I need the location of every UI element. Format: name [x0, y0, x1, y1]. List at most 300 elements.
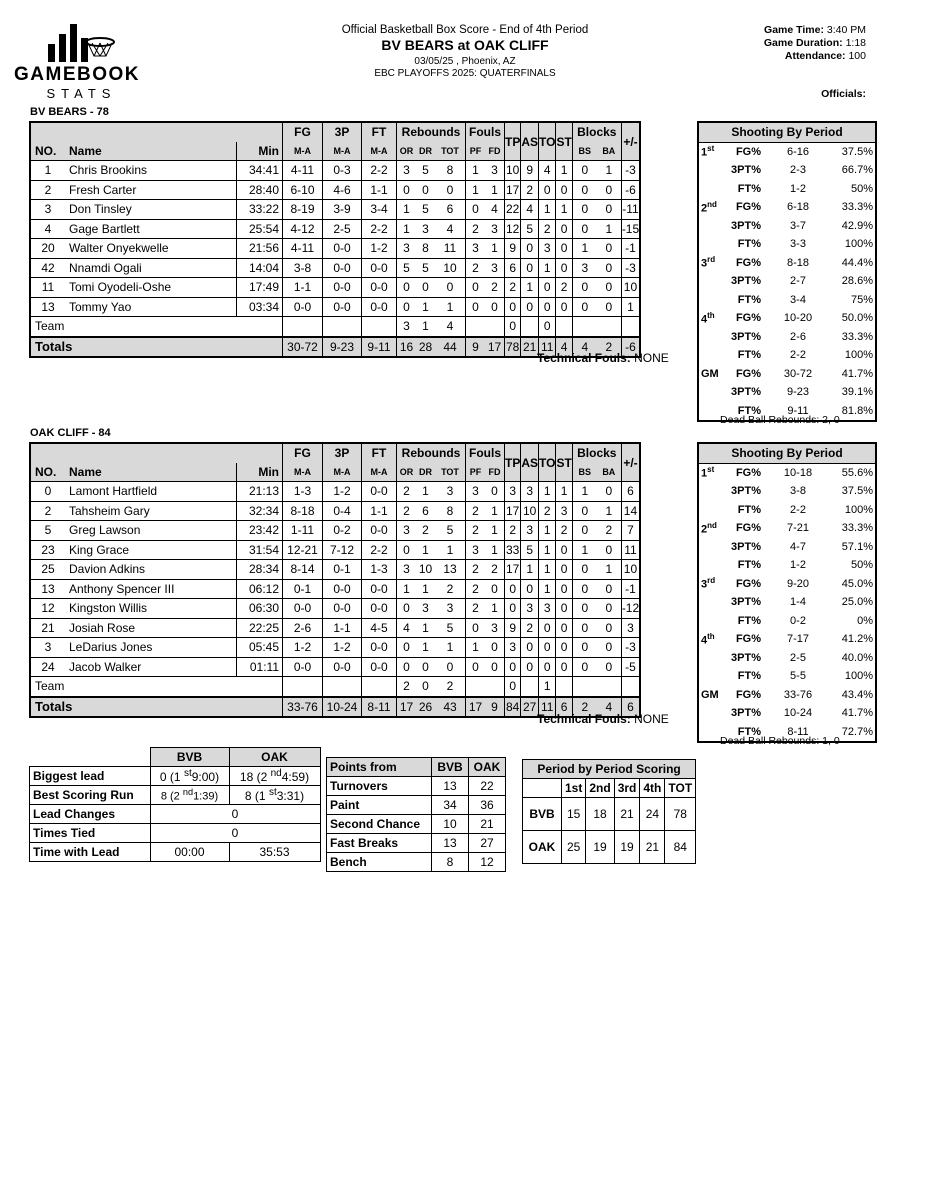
period-label — [698, 346, 725, 365]
made-attempted: 1-4 — [790, 596, 806, 609]
time-with-lead-label: Time with Lead — [30, 843, 151, 862]
player-dr: 6 — [422, 503, 429, 518]
player-fg: 2-6 — [283, 618, 323, 638]
period-label — [698, 667, 725, 686]
player-minutes: 22:25 — [237, 618, 283, 638]
header-ba: BA — [602, 145, 616, 156]
team-tp3 — [323, 317, 362, 337]
shooting-row — [698, 254, 876, 273]
player-fg: 0-0 — [283, 657, 323, 677]
player-st: 1 — [556, 200, 572, 220]
header-tp: TP — [505, 122, 521, 161]
points-from-oak: 22 — [469, 777, 506, 796]
totals-ba: 2 — [605, 339, 613, 354]
player-st: 0 — [556, 657, 572, 677]
totals-label: Totals — [35, 339, 73, 355]
player-tp3: 0-0 — [323, 297, 362, 317]
player-ft: 0-0 — [362, 258, 397, 278]
technical-fouls-label: Technical Fouls: — [537, 351, 631, 365]
shooting-row — [698, 161, 876, 180]
player-pf: 0 — [466, 200, 486, 220]
times-tied-value: 0 — [150, 824, 320, 843]
header-pf: PF — [466, 463, 486, 482]
totals-ba: 4 — [605, 699, 613, 714]
player-name: Walter Onyekwelle — [69, 241, 169, 256]
player-or: 1 — [397, 579, 417, 599]
player-tot: 1 — [446, 542, 454, 557]
totals-as: 27 — [521, 697, 539, 718]
player-pm: -5 — [621, 657, 640, 677]
player-fg: 4-11 — [283, 161, 323, 181]
stat-label: FG% — [735, 688, 761, 701]
stat-label: FG% — [735, 145, 761, 158]
made-attempted: 30-72 — [783, 367, 813, 380]
period-label — [698, 556, 725, 575]
player-bs: 0 — [572, 657, 597, 677]
player-ba: 0 — [605, 484, 613, 499]
player-tot: 5 — [446, 523, 454, 538]
game-duration: 1:18 — [845, 37, 866, 49]
points-from-bvb: 13 — [432, 777, 469, 796]
team-pf — [466, 677, 486, 697]
made-attempted: 3-8 — [790, 485, 806, 498]
player-st: 0 — [556, 540, 572, 560]
player-ba: 2 — [605, 523, 613, 538]
player-number: 2 — [44, 503, 52, 518]
period-label: 3rd — [701, 576, 716, 592]
header-tot: TOT — [441, 145, 459, 156]
player-name: Don Tinsley — [69, 202, 132, 217]
date-location: 03/05/25 , Phoenix, AZ — [414, 56, 516, 67]
scoring-run-bvb: 8 (2 $^{nd}$1:39) — [150, 786, 229, 805]
player-st: 0 — [556, 560, 572, 580]
stat-label: FT% — [737, 725, 761, 738]
player-or: 0 — [397, 657, 417, 677]
player-fd: 3 — [491, 260, 498, 275]
shooting-row — [698, 180, 876, 199]
player-tp: 33 — [505, 540, 521, 560]
player-tot: 0 — [446, 280, 454, 295]
made-attempted: 1-2 — [790, 559, 806, 572]
player-st: 3 — [556, 501, 572, 521]
player-name: Kingston Willis — [69, 601, 148, 616]
totals-as: 21 — [521, 337, 539, 358]
player-row — [30, 638, 640, 658]
percentage: 33.3% — [841, 522, 873, 535]
header-or: OR — [397, 142, 417, 161]
player-ft: 0-0 — [362, 579, 397, 599]
team-fd — [485, 317, 505, 337]
made-attempted: 5-5 — [790, 670, 806, 683]
period-header: 2nd — [586, 779, 614, 798]
shooting-by-period-oak — [697, 442, 877, 743]
player-number: 20 — [41, 241, 55, 256]
player-pf: 2 — [466, 599, 486, 619]
player-to: 2 — [539, 219, 556, 239]
player-to: 1 — [539, 521, 556, 541]
player-st: 0 — [556, 219, 572, 239]
player-fd: 0 — [491, 581, 498, 596]
box-score-grid — [29, 121, 641, 358]
player-tp3: 3-9 — [323, 200, 362, 220]
player-row — [30, 560, 640, 580]
player-or: 2 — [397, 501, 417, 521]
player-name: Josiah Rose — [69, 620, 136, 635]
player-fg: 1-3 — [283, 482, 323, 502]
player-name: Nnamdi Ogali — [69, 260, 142, 275]
period-label: 4th — [701, 310, 715, 326]
shooting-row — [698, 383, 876, 402]
points-from-label: Bench — [327, 853, 432, 872]
player-fd: 3 — [491, 620, 498, 635]
stat-label: 3PT% — [731, 164, 761, 177]
team-fd — [485, 677, 505, 697]
player-number: 0 — [44, 484, 52, 499]
percentage: 41.7% — [841, 707, 873, 720]
player-bs: 0 — [572, 278, 597, 298]
player-ba: 0 — [605, 241, 613, 256]
game-info — [764, 24, 866, 63]
made-attempted: 2-6 — [790, 330, 806, 343]
period-score: 21 — [640, 831, 665, 864]
player-fd: 2 — [491, 280, 498, 295]
player-ft: 1-1 — [362, 501, 397, 521]
player-pm: -12 — [621, 599, 640, 619]
stat-label: 3PT% — [731, 275, 761, 288]
header-fg: FG — [283, 443, 323, 463]
player-number: 3 — [44, 640, 52, 655]
header-plus-minus: +/- — [621, 443, 640, 482]
made-attempted: 4-7 — [790, 540, 806, 553]
shooting-table — [697, 442, 877, 743]
shooting-row — [698, 482, 876, 501]
player-dr: 1 — [422, 581, 429, 596]
player-pm: -3 — [621, 161, 640, 181]
period-label — [698, 538, 725, 557]
box-score-subtitle: Official Basketball Box Score - End of 4th Period — [341, 24, 589, 36]
points-from-summary — [326, 757, 506, 872]
event-name: EBC PLAYOFFS 2025: QUATERFINALS — [374, 68, 556, 79]
player-ba: 0 — [605, 620, 613, 635]
made-attempted: 10-24 — [783, 707, 813, 720]
player-fd: 3 — [491, 221, 498, 236]
player-ba: 0 — [605, 202, 613, 217]
player-row — [30, 618, 640, 638]
header-tp: TP — [505, 443, 521, 482]
game-time: 3:40 PM — [826, 24, 866, 36]
stat-label: FT% — [737, 182, 761, 195]
percentage: 50% — [850, 182, 873, 195]
player-row — [30, 599, 640, 619]
player-ft: 0-0 — [362, 297, 397, 317]
player-minutes: 06:12 — [237, 579, 283, 599]
player-to: 3 — [539, 599, 556, 619]
player-bs: 0 — [572, 219, 597, 239]
player-tp3: 0-0 — [323, 657, 362, 677]
made-attempted: 9-23 — [786, 386, 810, 399]
player-tp: 12 — [505, 219, 521, 239]
attendance-label: Attendance: — [784, 50, 846, 62]
attendance: 100 — [848, 50, 866, 62]
percentage: 72.7% — [841, 725, 873, 738]
totals-ft: 9-11 — [362, 337, 397, 358]
player-to: 4 — [539, 161, 556, 181]
header-blocks: Blocks — [572, 122, 621, 142]
player-fg: 6-10 — [283, 180, 323, 200]
player-pf: 0 — [466, 278, 486, 298]
points-from-oak: 27 — [469, 834, 506, 853]
player-tp: 10 — [505, 161, 521, 181]
player-tp3: 1-2 — [323, 482, 362, 502]
stat-label: 3PT% — [731, 651, 761, 664]
player-ba: 0 — [605, 182, 613, 197]
totals-fd: 17 — [487, 339, 502, 354]
player-or: 3 — [397, 521, 417, 541]
player-tot: 0 — [446, 182, 454, 197]
stat-label: FG% — [735, 577, 761, 590]
percentage: 25.0% — [841, 596, 873, 609]
percentage: 45.0% — [841, 577, 873, 590]
made-attempted: 3-3 — [790, 238, 806, 251]
points-from-bvb: 13 — [432, 834, 469, 853]
points-from-bvb: 34 — [432, 796, 469, 815]
player-or: 0 — [397, 297, 417, 317]
totals-pf: 17 — [466, 697, 486, 718]
player-pm: -6 — [621, 180, 640, 200]
period-label: 1st — [701, 465, 715, 481]
period-score: 24 — [640, 798, 665, 831]
shooting-table — [697, 121, 877, 422]
player-as: 2 — [521, 180, 539, 200]
player-pm: 11 — [621, 540, 640, 560]
made-attempted: 2-7 — [790, 275, 806, 288]
made-attempted: 8-18 — [786, 256, 810, 269]
player-number: 24 — [41, 659, 55, 674]
header-tp3: 3P — [323, 443, 362, 463]
player-to: 0 — [539, 657, 556, 677]
player-fg: 8-18 — [283, 501, 323, 521]
player-number: 13 — [41, 581, 55, 596]
header-made-attempted: M-A — [323, 463, 362, 482]
player-pf: 1 — [466, 161, 486, 181]
player-tot: 2 — [446, 581, 454, 596]
totals-fg: 30-72 — [283, 337, 323, 358]
player-fg: 0-0 — [283, 297, 323, 317]
player-dr: 1 — [422, 299, 429, 314]
totals-bs: 2 — [572, 697, 597, 718]
points-from-label: Fast Breaks — [327, 834, 432, 853]
player-tp: 6 — [505, 258, 521, 278]
player-fd: 1 — [491, 523, 498, 538]
period-label — [698, 482, 725, 501]
shooting-row — [698, 309, 876, 328]
shooting-by-period-bvb — [697, 121, 877, 422]
totals-dr: 26 — [418, 699, 433, 714]
dead-ball-rebounds-oak: Dead Ball Rebounds: 1, 0 — [720, 735, 840, 747]
player-minutes: 34:41 — [237, 161, 283, 181]
player-tot: 13 — [443, 562, 457, 577]
player-minutes: 31:54 — [237, 540, 283, 560]
header-ft: FT — [362, 443, 397, 463]
technical-fouls-value: NONE — [634, 712, 669, 726]
shooting-row — [698, 612, 876, 631]
points-from-table — [326, 757, 506, 872]
player-as: 0 — [521, 239, 539, 259]
team-tp: 0 — [505, 677, 521, 697]
box-score-table-oak — [29, 442, 641, 718]
header-made-attempted: M-A — [283, 463, 323, 482]
player-fg: 4-12 — [283, 219, 323, 239]
player-row — [30, 180, 640, 200]
team-to: 0 — [539, 317, 556, 337]
player-tp: 0 — [505, 657, 521, 677]
player-tp3: 1-2 — [323, 638, 362, 658]
player-as: 0 — [521, 258, 539, 278]
player-as: 5 — [521, 219, 539, 239]
player-ft: 2-2 — [362, 219, 397, 239]
player-tot: 10 — [443, 260, 457, 275]
period-label — [698, 612, 725, 631]
player-to: 1 — [539, 200, 556, 220]
player-row — [30, 579, 640, 599]
player-fg: 12-21 — [283, 540, 323, 560]
points-from-bvb: 10 — [432, 815, 469, 834]
shooting-row — [698, 667, 876, 686]
player-row — [30, 200, 640, 220]
time-with-lead-oak: 35:53 — [229, 843, 320, 862]
team-dr: 0 — [422, 679, 429, 694]
player-dr: 1 — [422, 640, 429, 655]
period-score-row — [523, 798, 696, 831]
player-st: 0 — [556, 579, 572, 599]
player-number: 21 — [41, 620, 55, 635]
stat-label: FG% — [735, 312, 761, 325]
period-label — [698, 649, 725, 668]
player-bs: 3 — [572, 258, 597, 278]
shooting-row — [698, 501, 876, 520]
player-ba: 0 — [605, 659, 613, 674]
player-tp: 0 — [505, 297, 521, 317]
points-from-label: Turnovers — [327, 777, 432, 796]
player-fd: 3 — [491, 163, 498, 178]
percentage: 42.9% — [841, 219, 873, 232]
player-bs: 0 — [572, 180, 597, 200]
period-label — [698, 235, 725, 254]
technical-fouls-oak — [537, 712, 669, 726]
player-minutes: 28:40 — [237, 180, 283, 200]
team-as — [521, 677, 539, 697]
totals-tot: 43 — [443, 699, 457, 714]
percentage: 44.4% — [841, 256, 873, 269]
period-label: 1st — [701, 144, 715, 160]
made-attempted: 3-7 — [790, 219, 806, 232]
player-pm: 3 — [621, 618, 640, 638]
header-fd: FD — [488, 466, 501, 477]
player-minutes: 32:34 — [237, 501, 283, 521]
player-tp: 17 — [505, 560, 521, 580]
period-label — [698, 501, 725, 520]
totals-st: 6 — [556, 697, 572, 718]
player-ba: 0 — [605, 581, 613, 596]
player-ft: 1-2 — [362, 239, 397, 259]
player-fg: 4-11 — [283, 239, 323, 259]
stat-label: 3PT% — [731, 485, 761, 498]
player-minutes: 01:11 — [237, 657, 283, 677]
team-st — [556, 677, 572, 697]
player-to: 1 — [539, 258, 556, 278]
made-attempted: 2-2 — [790, 349, 806, 362]
header-fg: FG — [283, 122, 323, 142]
points-from-row — [327, 777, 506, 796]
player-tot: 1 — [446, 640, 454, 655]
player-as: 10 — [521, 501, 539, 521]
team-ft — [362, 677, 397, 697]
player-fg: 8-14 — [283, 560, 323, 580]
team-or: 3 — [397, 317, 417, 337]
period-label — [698, 272, 725, 291]
player-or: 1 — [397, 200, 417, 220]
team-dr: 1 — [422, 319, 429, 334]
period-header: TOT — [665, 779, 696, 798]
shooting-row — [698, 649, 876, 668]
team-header-oak: OAK CLIFF - 84 — [30, 427, 111, 439]
player-tp3: 0-0 — [323, 599, 362, 619]
basketball-bars-icon — [14, 22, 149, 64]
player-ba: 1 — [605, 503, 613, 518]
player-ft: 0-0 — [362, 482, 397, 502]
made-attempted: 10-20 — [783, 312, 813, 325]
player-st: 0 — [556, 599, 572, 619]
player-bs: 0 — [572, 161, 597, 181]
period-label — [698, 161, 725, 180]
period-label: 4th — [701, 631, 715, 647]
player-tp3: 1-1 — [323, 618, 362, 638]
percentage: 33.3% — [841, 201, 873, 214]
gamebook-stats-logo — [14, 22, 149, 102]
player-number: 11 — [41, 280, 55, 295]
player-to: 1 — [539, 540, 556, 560]
player-st: 0 — [556, 239, 572, 259]
totals-to: 11 — [539, 337, 556, 358]
stat-label: FT% — [737, 503, 761, 516]
player-bs: 1 — [572, 239, 597, 259]
stat-label: FG% — [735, 256, 761, 269]
shooting-row — [698, 538, 876, 557]
period-label: 2nd — [701, 199, 717, 215]
player-tp: 22 — [505, 200, 521, 220]
player-st: 0 — [556, 638, 572, 658]
player-name: Tommy Yao — [69, 299, 132, 314]
player-or: 4 — [397, 618, 417, 638]
player-pm: 10 — [621, 560, 640, 580]
player-or: 2 — [397, 482, 417, 502]
player-tp3: 0-0 — [323, 239, 362, 259]
player-tp3: 4-6 — [323, 180, 362, 200]
totals-dr: 28 — [418, 339, 433, 354]
player-row — [30, 540, 640, 560]
percentage: 33.3% — [841, 330, 873, 343]
player-to: 0 — [539, 278, 556, 298]
player-to: 0 — [539, 180, 556, 200]
header-plus-minus: +/- — [621, 122, 640, 161]
stat-label: FT% — [737, 349, 761, 362]
period-label — [698, 328, 725, 347]
player-row — [30, 297, 640, 317]
player-pf: 3 — [466, 482, 486, 502]
header-pf: PF — [466, 142, 486, 161]
player-pf: 2 — [466, 258, 486, 278]
team-header-bvb: BV BEARS - 78 — [30, 106, 109, 118]
